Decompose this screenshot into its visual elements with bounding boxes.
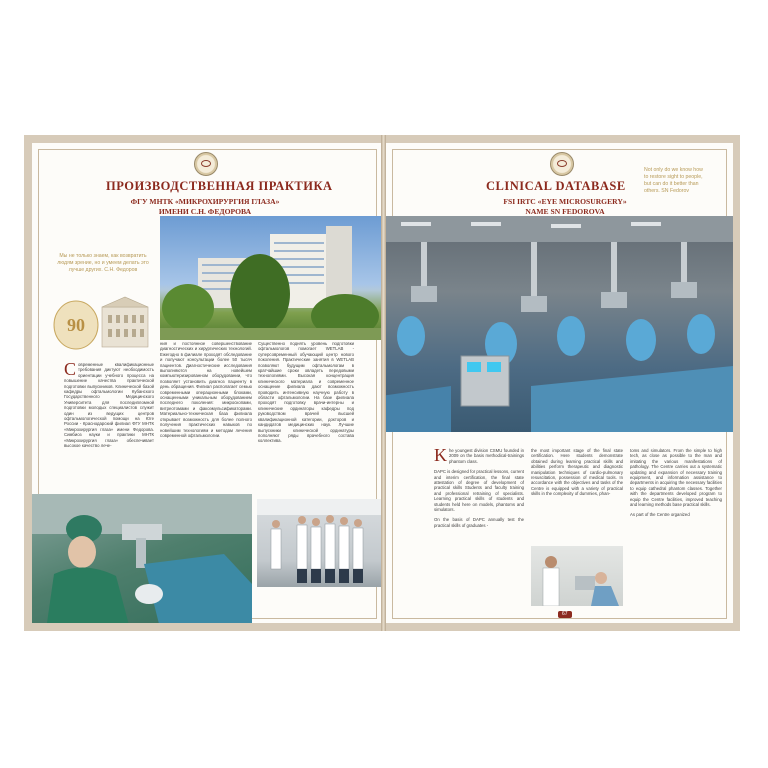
article-column-3: Существенно поднять уровень подготовки офтальмологов помогает WETLAB - суперсовременный обучающий центр нового поколения. Практические занятия в WETLAB позволяют будущим офтальмологам в кратчайшие сроки овладеть передовыми технологиями. Высокая концентрация клинического материала и современное оснащение филиала дают возможность проводить интенсивную научную работу в области офтальмологии. На базе филиала проходят подготовку врачи-интерны и клинические ординаторы кафедры под руководством врачей высшей квалификационной категории, докторов и кандидатов медицинских наук. Лучшие выпускники клинической ординатуры пополняют ряды врачебного состава коллектива. bbox=[258, 341, 354, 444]
institute-building-photo bbox=[160, 216, 381, 340]
operating-room-illustration bbox=[386, 216, 733, 432]
anniversary-90-icon bbox=[52, 295, 152, 353]
surgery-illustration bbox=[32, 494, 252, 623]
drop-cap: С bbox=[64, 362, 77, 379]
paragraph: DAPC is designed for practical lessons, current and interim certification, the final state attestation of degree of development of practical skills Students and faculty training and professional retraining of specialists. Learning practical skills of students and students held here on models, phantoms and simulators. bbox=[434, 469, 524, 513]
page-title: CLINICAL DATABASE bbox=[486, 179, 626, 193]
paragraph: On the basis of DAPC annually test the practical skills of graduates - bbox=[434, 517, 524, 528]
students-group-photo bbox=[257, 499, 381, 587]
article-column-3 bbox=[630, 448, 722, 598]
anniversary-emblem bbox=[52, 295, 152, 353]
paragraph-text: he youngest division CSMU founded in 2009 on the basis methodical-trainings phantom class. bbox=[449, 448, 524, 464]
founder-quote: Мы не только знаем, как возвратить людям зрение, но и умеем делать это лучше других. С.Н. Федоров bbox=[57, 253, 149, 273]
page-subtitle bbox=[130, 197, 280, 217]
paragraph: As part of the Centre organized bbox=[630, 512, 690, 518]
right-page bbox=[386, 143, 733, 623]
article-column-1 bbox=[64, 362, 154, 488]
students-illustration bbox=[257, 499, 381, 587]
operating-room-photo bbox=[386, 216, 733, 432]
article-column-2: ния и постоянное совершенствование диагностических и хирургических технологий. Ежегодно в филиале проходят обследование и получают консультации более 50 тысяч пациентов. Диагностические исследования выполняются на новейшем компьютеризированном оборудовании, что позволяет установить диагноз пациенту в день обращения. Филиал располагает семью современными операционными блоками, оснащенными уникальным оборудованием последнего поколения: микроскопами, витреотомами и факоэмульсификаторами. Материально-техническая база филиала открывает возможность для более полного получения практических навыков по новейшим технологиям и методам лечения современной офтальмологии. bbox=[160, 341, 252, 438]
paragraph: toms and simulators. From the simple to high tech, as close as possible to the man and imitating the various manifestations of pathology. The Centre carries out a systematic updating and expansion of necessary training equipment, and information assistance to departments in acquiring the necessary facilities to equip cathedral phantom classes. Together with the departments developed program to equip the Centre facilities, improved teaching and learning methods base practical skills. bbox=[630, 448, 722, 508]
building-illustration bbox=[160, 216, 381, 340]
column-text: овременные квалификационные требования диктуют необходимость ориентации учебного процесса на повышение качества практической подготовки выпускников. Клинической базой кафедры офтальмологии Кубанского Государственного Медицинского Университета для последипломной подготовки молодых специалистов служит один из ведущих центров офтальмологической помощи на Юге России - Краснодарский филиал ФГУ МНТК «Микрохирургия глаза» имени Федорова. Симбиоз науки и практики МНТК «Микрохирургия глаза» обеспечивает высокое качество лече- bbox=[64, 362, 154, 449]
university-emblem-icon bbox=[550, 152, 574, 176]
page-number: 67 bbox=[558, 611, 572, 618]
article-column-2: the most important stage of the final state certification. Here students demonstrate obtained during learning practical skills and abilities perform therapeutic and diagnostic manipulation techniques of cardio-pulmonary resuscitation, possession of medical tools. In accordance with the objectives and tasks of the Centre is equipped with a variety of practical skills in the complexity of dummies, phan- bbox=[531, 448, 623, 497]
doctor-training-photo bbox=[531, 546, 623, 606]
left-page bbox=[32, 143, 381, 623]
svg-text:90: 90 bbox=[67, 315, 85, 335]
page-title: ПРОИЗВОДСТВЕННАЯ ПРАКТИКА bbox=[106, 179, 333, 193]
subtitle-line: ИМЕНИ С.Н. ФЕДОРОВА bbox=[158, 207, 252, 216]
doctor-illustration bbox=[531, 546, 623, 606]
university-emblem-icon bbox=[194, 152, 218, 176]
magazine-spread bbox=[24, 135, 740, 631]
subtitle-line: ФГУ МНТК «МИКРОХИРУРГИЯ ГЛАЗА» bbox=[130, 197, 280, 206]
subtitle-line: FSI IRTC «EYE MICROSURGERY» bbox=[503, 197, 627, 206]
paragraph bbox=[434, 448, 524, 464]
article-column-1 bbox=[434, 448, 524, 614]
subtitle-line: NAME SN FEDOROVA bbox=[525, 207, 605, 216]
founder-quote: Not only do we know how to restore sight to people, but can do it better than others. SN Fedorov bbox=[644, 167, 703, 194]
page-subtitle bbox=[490, 197, 640, 217]
surgeon-microscope-photo bbox=[32, 494, 252, 623]
drop-cap: K bbox=[434, 448, 447, 465]
